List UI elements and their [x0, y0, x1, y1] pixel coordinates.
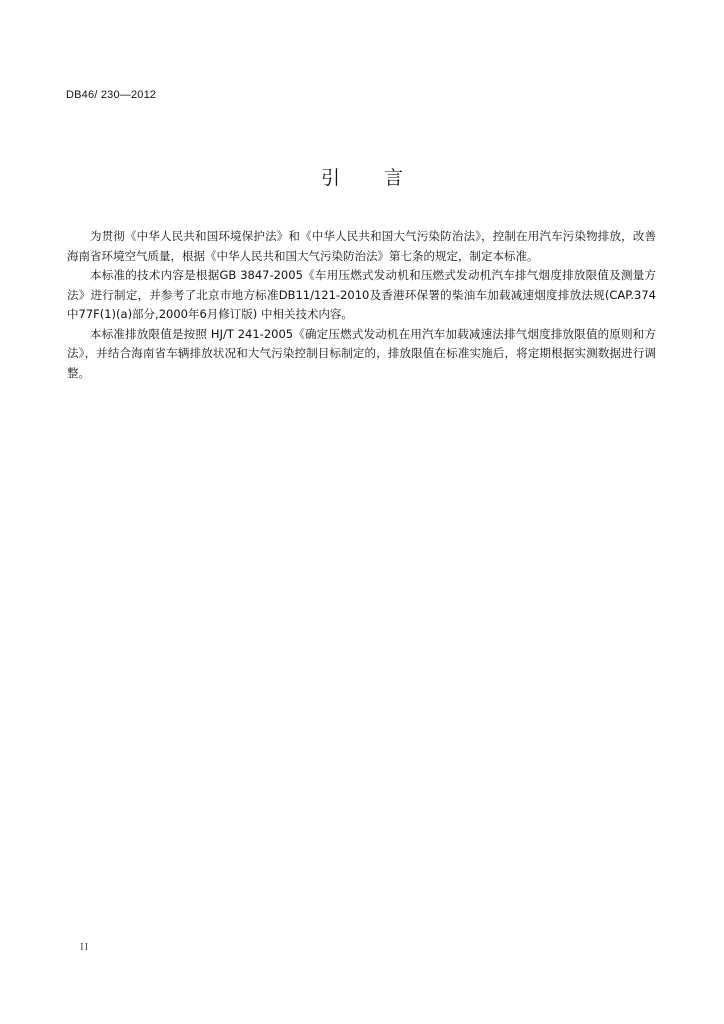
- title-char-1: 引: [320, 167, 340, 189]
- page-title: [0, 163, 724, 190]
- title-char-2: 言: [384, 167, 404, 189]
- page-number: II: [80, 941, 90, 953]
- document-code: DB46/ 230—2012: [66, 89, 157, 101]
- body-text: [67, 227, 656, 383]
- paragraph-2: 本标准的技术内容是根据GB 3847-2005《车用压燃式发动机和压燃式发动机汽车排气烟度排放限值及测量方法》进行制定，并参考了北京市地方标准DB11/121-2010及香港环保署的柴油车加载减速烟度排放法规(CAP.374中77F(1)(a)部分,2000年6月修订版) 中相关技术内容。: [67, 268, 656, 321]
- paragraph-3: 本标准排放限值是按照 HJ/T 241-2005《确定压燃式发动机在用汽车加载减速法排气烟度排放限值的原则和方法》，并结合海南省车辆排放状况和大气污染控制目标制定的，排放限值在标准实施后，将定期根据实测数据进行调整。: [67, 326, 656, 380]
- paragraph-1: 为贯彻《中华人民共和国环境保护法》和《中华人民共和国大气污染防治法》，控制在用汽车污染物排放，改善海南省环境空气质量，根据《中华人民共和国大气污染防治法》第七条的规定，制定本标准。: [67, 229, 656, 263]
